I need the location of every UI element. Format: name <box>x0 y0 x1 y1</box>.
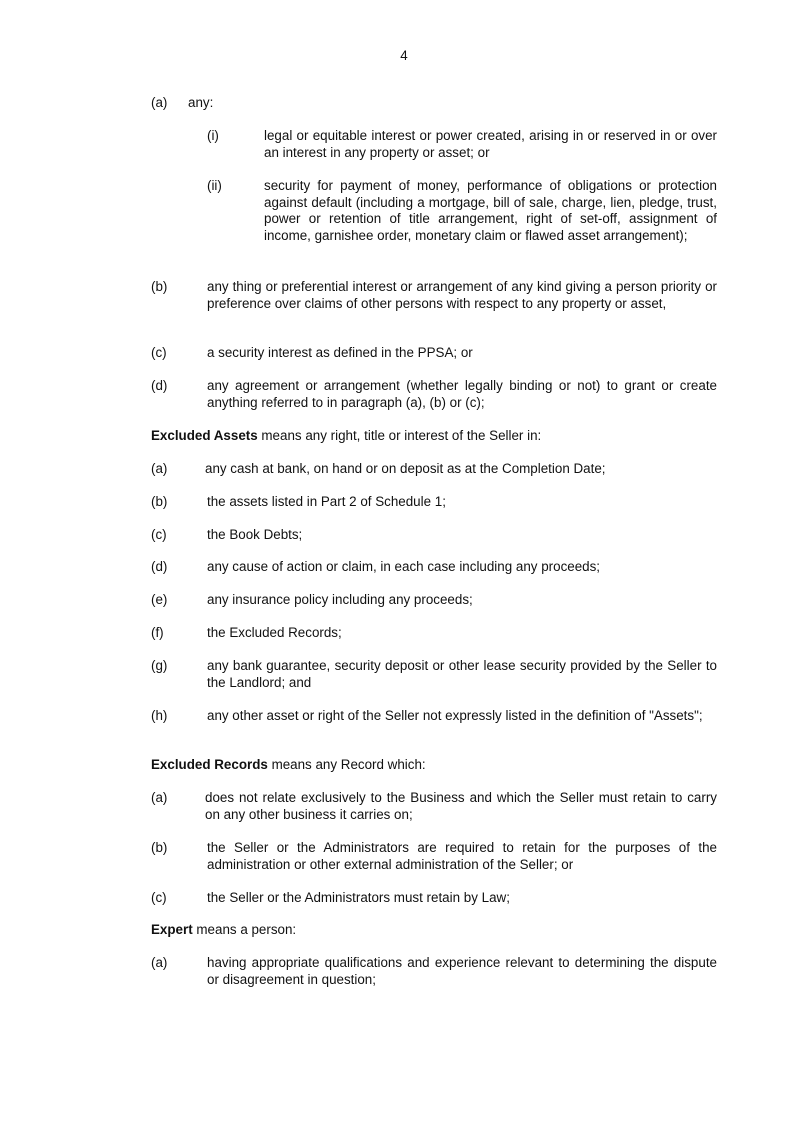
page-number: 4 <box>400 48 408 63</box>
clause-label: (i) <box>207 128 219 143</box>
clause-label: (c) <box>151 890 167 905</box>
clause-text: the Seller or the Administrators must retain by Law; <box>207 890 510 905</box>
clause-label: (a) <box>151 461 168 476</box>
defined-term: Expert <box>151 922 193 937</box>
clause-label: (a) <box>151 95 168 110</box>
clause-label: (a) <box>151 955 168 970</box>
clause-label: (c) <box>151 345 167 360</box>
defined-term: Excluded Assets <box>151 428 258 443</box>
clause-label: (b) <box>151 279 168 294</box>
clause-text: the assets listed in Part 2 of Schedule 1; <box>207 494 446 509</box>
definition-text: means a person: <box>192 922 297 937</box>
clause-label: (a) <box>151 790 168 805</box>
clause-text: any cause of action or claim, in each case including any proceeds; <box>207 559 601 574</box>
clause-text: the Seller or the Administrators are required to retain for the purposes of the administration or other external administration of the Seller; or <box>207 840 717 872</box>
clause-text: having appropriate qualifications and experience relevant to determining the dispute or disagreement in question; <box>207 955 717 987</box>
clause-text: any other asset or right of the Seller not expressly listed in the definition of "Assets"; <box>207 708 703 723</box>
clause-text: does not relate exclusively to the Business and which the Seller must retain to carry on any other business it carries on; <box>205 790 717 822</box>
clause-label: (e) <box>151 592 168 607</box>
clause-label: (d) <box>151 559 168 574</box>
clause-label: (f) <box>151 625 164 640</box>
clause-text: any bank guarantee, security deposit or other lease security provided by the Seller to the Landlord; and <box>207 658 717 690</box>
clause-text: the Excluded Records; <box>207 625 342 640</box>
clause-label: (g) <box>151 658 168 673</box>
definition-excluded-records <box>151 757 717 774</box>
clause-text: any cash at bank, on hand or on deposit as at the Completion Date; <box>205 461 606 476</box>
clause-text: a security interest as defined in the PPSA; or <box>207 345 473 360</box>
clause-text: the Book Debts; <box>207 527 303 542</box>
definition-text: means any Record which: <box>267 757 426 772</box>
clause-label: (h) <box>151 708 168 723</box>
clause-text: any agreement or arrangement (whether legally binding or not) to grant or create anything referred to in paragraph (a), (b) or (c); <box>207 378 717 410</box>
clause-text: any: <box>188 95 214 110</box>
clause-label: (ii) <box>207 178 222 193</box>
defined-term: Excluded Records <box>151 757 268 772</box>
definition-expert <box>151 922 717 939</box>
clause-label: (b) <box>151 840 168 855</box>
clause-text: any insurance policy including any proceeds; <box>207 592 473 607</box>
definition-excluded-assets <box>151 428 717 445</box>
clause-text: any thing or preferential interest or arrangement of any kind giving a person priority or preference over claims of other persons with respect to any property or asset, <box>207 279 717 311</box>
clause-label: (b) <box>151 494 168 509</box>
clause-label: (c) <box>151 527 167 542</box>
definition-text: means any right, title or interest of the Seller in: <box>257 428 542 443</box>
clause-text: security for payment of money, performance of obligations or protection against default (including a mortgage, bill of sale, charge, lien, pledge, trust, power or retention of title arrangement, right of set-off, assignment of income, garnishee order, monetary claim or flawed asset arrangement); <box>264 178 717 243</box>
clause-text: legal or equitable interest or power created, arising in or reserved in or over an interest in any property or asset; or <box>264 128 717 160</box>
clause-label: (d) <box>151 378 168 393</box>
